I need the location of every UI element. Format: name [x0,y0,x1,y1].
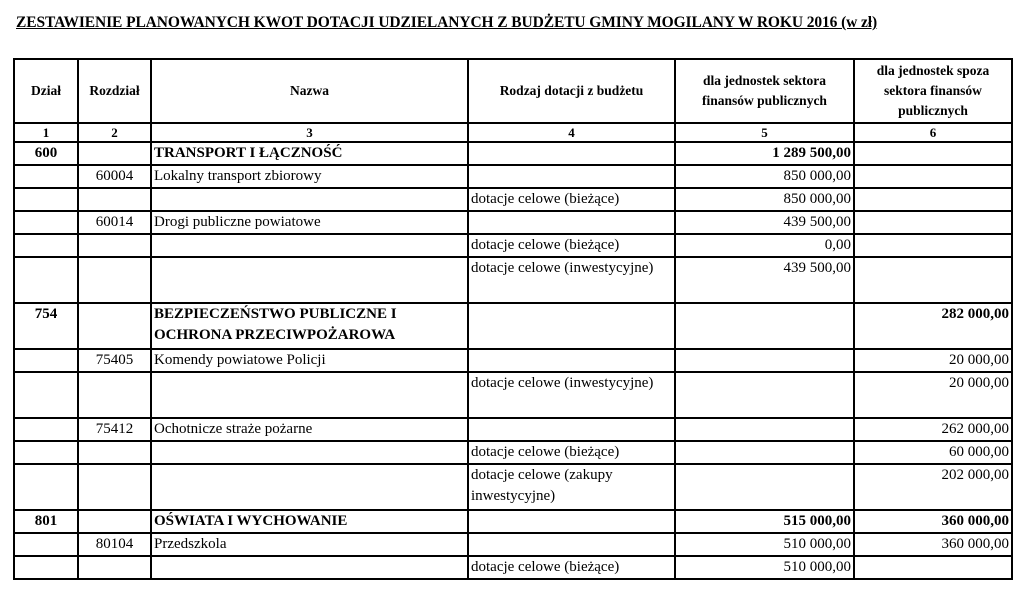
cell-spoza [854,234,1012,257]
cell-nazwa [151,372,468,418]
cell-sektor [675,441,854,464]
cell-spoza: 360 000,00 [854,533,1012,556]
table-row [14,441,1012,464]
cell-spoza [854,165,1012,188]
cell-sektor [675,303,854,349]
document-title: ZESTAWIENIE PLANOWANYCH KWOT DOTACJI UDZIELANYCH Z BUDŻETU GMINY MOGILANY W ROKU 2016 (w zł) [16,14,878,31]
table-row [14,464,1012,510]
cell-sektor: 1 289 500,00 [675,142,854,165]
cell-rodzaj [468,418,675,441]
col-number: 3 [151,123,468,142]
cell-sektor: 0,00 [675,234,854,257]
col-number: 4 [468,123,675,142]
cell-dzial [14,211,78,234]
cell-dzial [14,418,78,441]
cell-rodzaj [468,211,675,234]
cell-rozdzial [78,464,151,510]
cell-nazwa: Lokalny transport zbiorowy [151,165,468,188]
cell-rozdzial: 80104 [78,533,151,556]
cell-rozdzial [78,510,151,533]
table-row [14,372,1012,418]
header-sektor: dla jednostek sektora finansów publicznych [675,59,854,123]
cell-spoza [854,257,1012,303]
table-row [14,142,1012,165]
table-row [14,533,1012,556]
cell-sektor [675,349,854,372]
table-row [14,257,1012,303]
cell-rozdzial [78,257,151,303]
cell-nazwa: OŚWIATA I WYCHOWANIE [151,510,468,533]
cell-spoza: 282 000,00 [854,303,1012,349]
table-row [14,303,1012,349]
cell-nazwa: Ochotnicze straże pożarne [151,418,468,441]
cell-rodzaj [468,510,675,533]
cell-dzial: 600 [14,142,78,165]
table-row [14,234,1012,257]
cell-sektor: 515 000,00 [675,510,854,533]
cell-sektor: 439 500,00 [675,257,854,303]
header-dzial: Dział [14,59,78,123]
cell-nazwa: TRANSPORT I ŁĄCZNOŚĆ [151,142,468,165]
cell-spoza: 202 000,00 [854,464,1012,510]
cell-rozdzial [78,556,151,579]
cell-dzial [14,372,78,418]
cell-rozdzial [78,142,151,165]
cell-rodzaj: dotacje celowe (bieżące) [468,188,675,211]
cell-rodzaj: dotacje celowe (bieżące) [468,556,675,579]
cell-sektor: 510 000,00 [675,533,854,556]
cell-dzial: 801 [14,510,78,533]
cell-rozdzial [78,234,151,257]
cell-nazwa: Drogi publiczne powiatowe [151,211,468,234]
cell-dzial [14,188,78,211]
cell-dzial [14,441,78,464]
cell-sektor [675,418,854,441]
cell-dzial [14,257,78,303]
cell-sektor [675,372,854,418]
cell-rozdzial: 60014 [78,211,151,234]
cell-sektor [675,464,854,510]
cell-rozdzial: 60004 [78,165,151,188]
cell-rodzaj: dotacje celowe (bieżące) [468,234,675,257]
cell-rodzaj: dotacje celowe (bieżące) [468,441,675,464]
column-number-row [14,123,1012,142]
header-rozdzial: Rozdział [78,59,151,123]
cell-nazwa [151,556,468,579]
cell-nazwa [151,188,468,211]
cell-sektor: 850 000,00 [675,188,854,211]
cell-dzial [14,556,78,579]
table-row [14,510,1012,533]
cell-dzial [14,234,78,257]
table-row [14,556,1012,579]
cell-rodzaj: dotacje celowe (inwestycyjne) [468,257,675,303]
cell-spoza [854,142,1012,165]
subsidies-table [13,58,1013,580]
table-row [14,349,1012,372]
header-nazwa: Nazwa [151,59,468,123]
col-number: 6 [854,123,1012,142]
cell-rodzaj [468,165,675,188]
cell-nazwa [151,234,468,257]
cell-sektor: 439 500,00 [675,211,854,234]
cell-spoza: 20 000,00 [854,372,1012,418]
cell-sektor: 850 000,00 [675,165,854,188]
table-row [14,418,1012,441]
col-number: 5 [675,123,854,142]
col-number: 2 [78,123,151,142]
cell-rodzaj [468,142,675,165]
cell-rozdzial [78,303,151,349]
cell-sektor: 510 000,00 [675,556,854,579]
cell-spoza: 60 000,00 [854,441,1012,464]
cell-rodzaj: dotacje celowe (zakupy inwestycyjne) [468,464,675,510]
cell-spoza [854,188,1012,211]
table-row [14,188,1012,211]
cell-nazwa: BEZPIECZEŃSTWO PUBLICZNE I OCHRONA PRZECIWPOŻAROWA [151,303,468,349]
cell-rozdzial [78,372,151,418]
cell-rodzaj [468,303,675,349]
cell-rodzaj: dotacje celowe (inwestycyjne) [468,372,675,418]
cell-rozdzial [78,441,151,464]
cell-dzial [14,464,78,510]
col-number: 1 [14,123,78,142]
cell-nazwa [151,441,468,464]
cell-dzial: 754 [14,303,78,349]
cell-nazwa [151,464,468,510]
header-spoza: dla jednostek spoza sektora finansów publicznych [854,59,1012,123]
cell-rozdzial: 75405 [78,349,151,372]
cell-rodzaj [468,533,675,556]
cell-dzial [14,349,78,372]
cell-dzial [14,165,78,188]
cell-spoza [854,556,1012,579]
cell-rodzaj [468,349,675,372]
cell-dzial [14,533,78,556]
cell-spoza: 360 000,00 [854,510,1012,533]
cell-nazwa: Przedszkola [151,533,468,556]
table-row [14,165,1012,188]
cell-nazwa: Komendy powiatowe Policji [151,349,468,372]
table-body [14,142,1012,579]
cell-spoza [854,211,1012,234]
cell-spoza: 262 000,00 [854,418,1012,441]
cell-nazwa [151,257,468,303]
cell-spoza: 20 000,00 [854,349,1012,372]
table-row [14,211,1012,234]
header-rodzaj: Rodzaj dotacji z budżetu [468,59,675,123]
header-row [14,59,1012,123]
cell-rozdzial [78,188,151,211]
cell-rozdzial: 75412 [78,418,151,441]
